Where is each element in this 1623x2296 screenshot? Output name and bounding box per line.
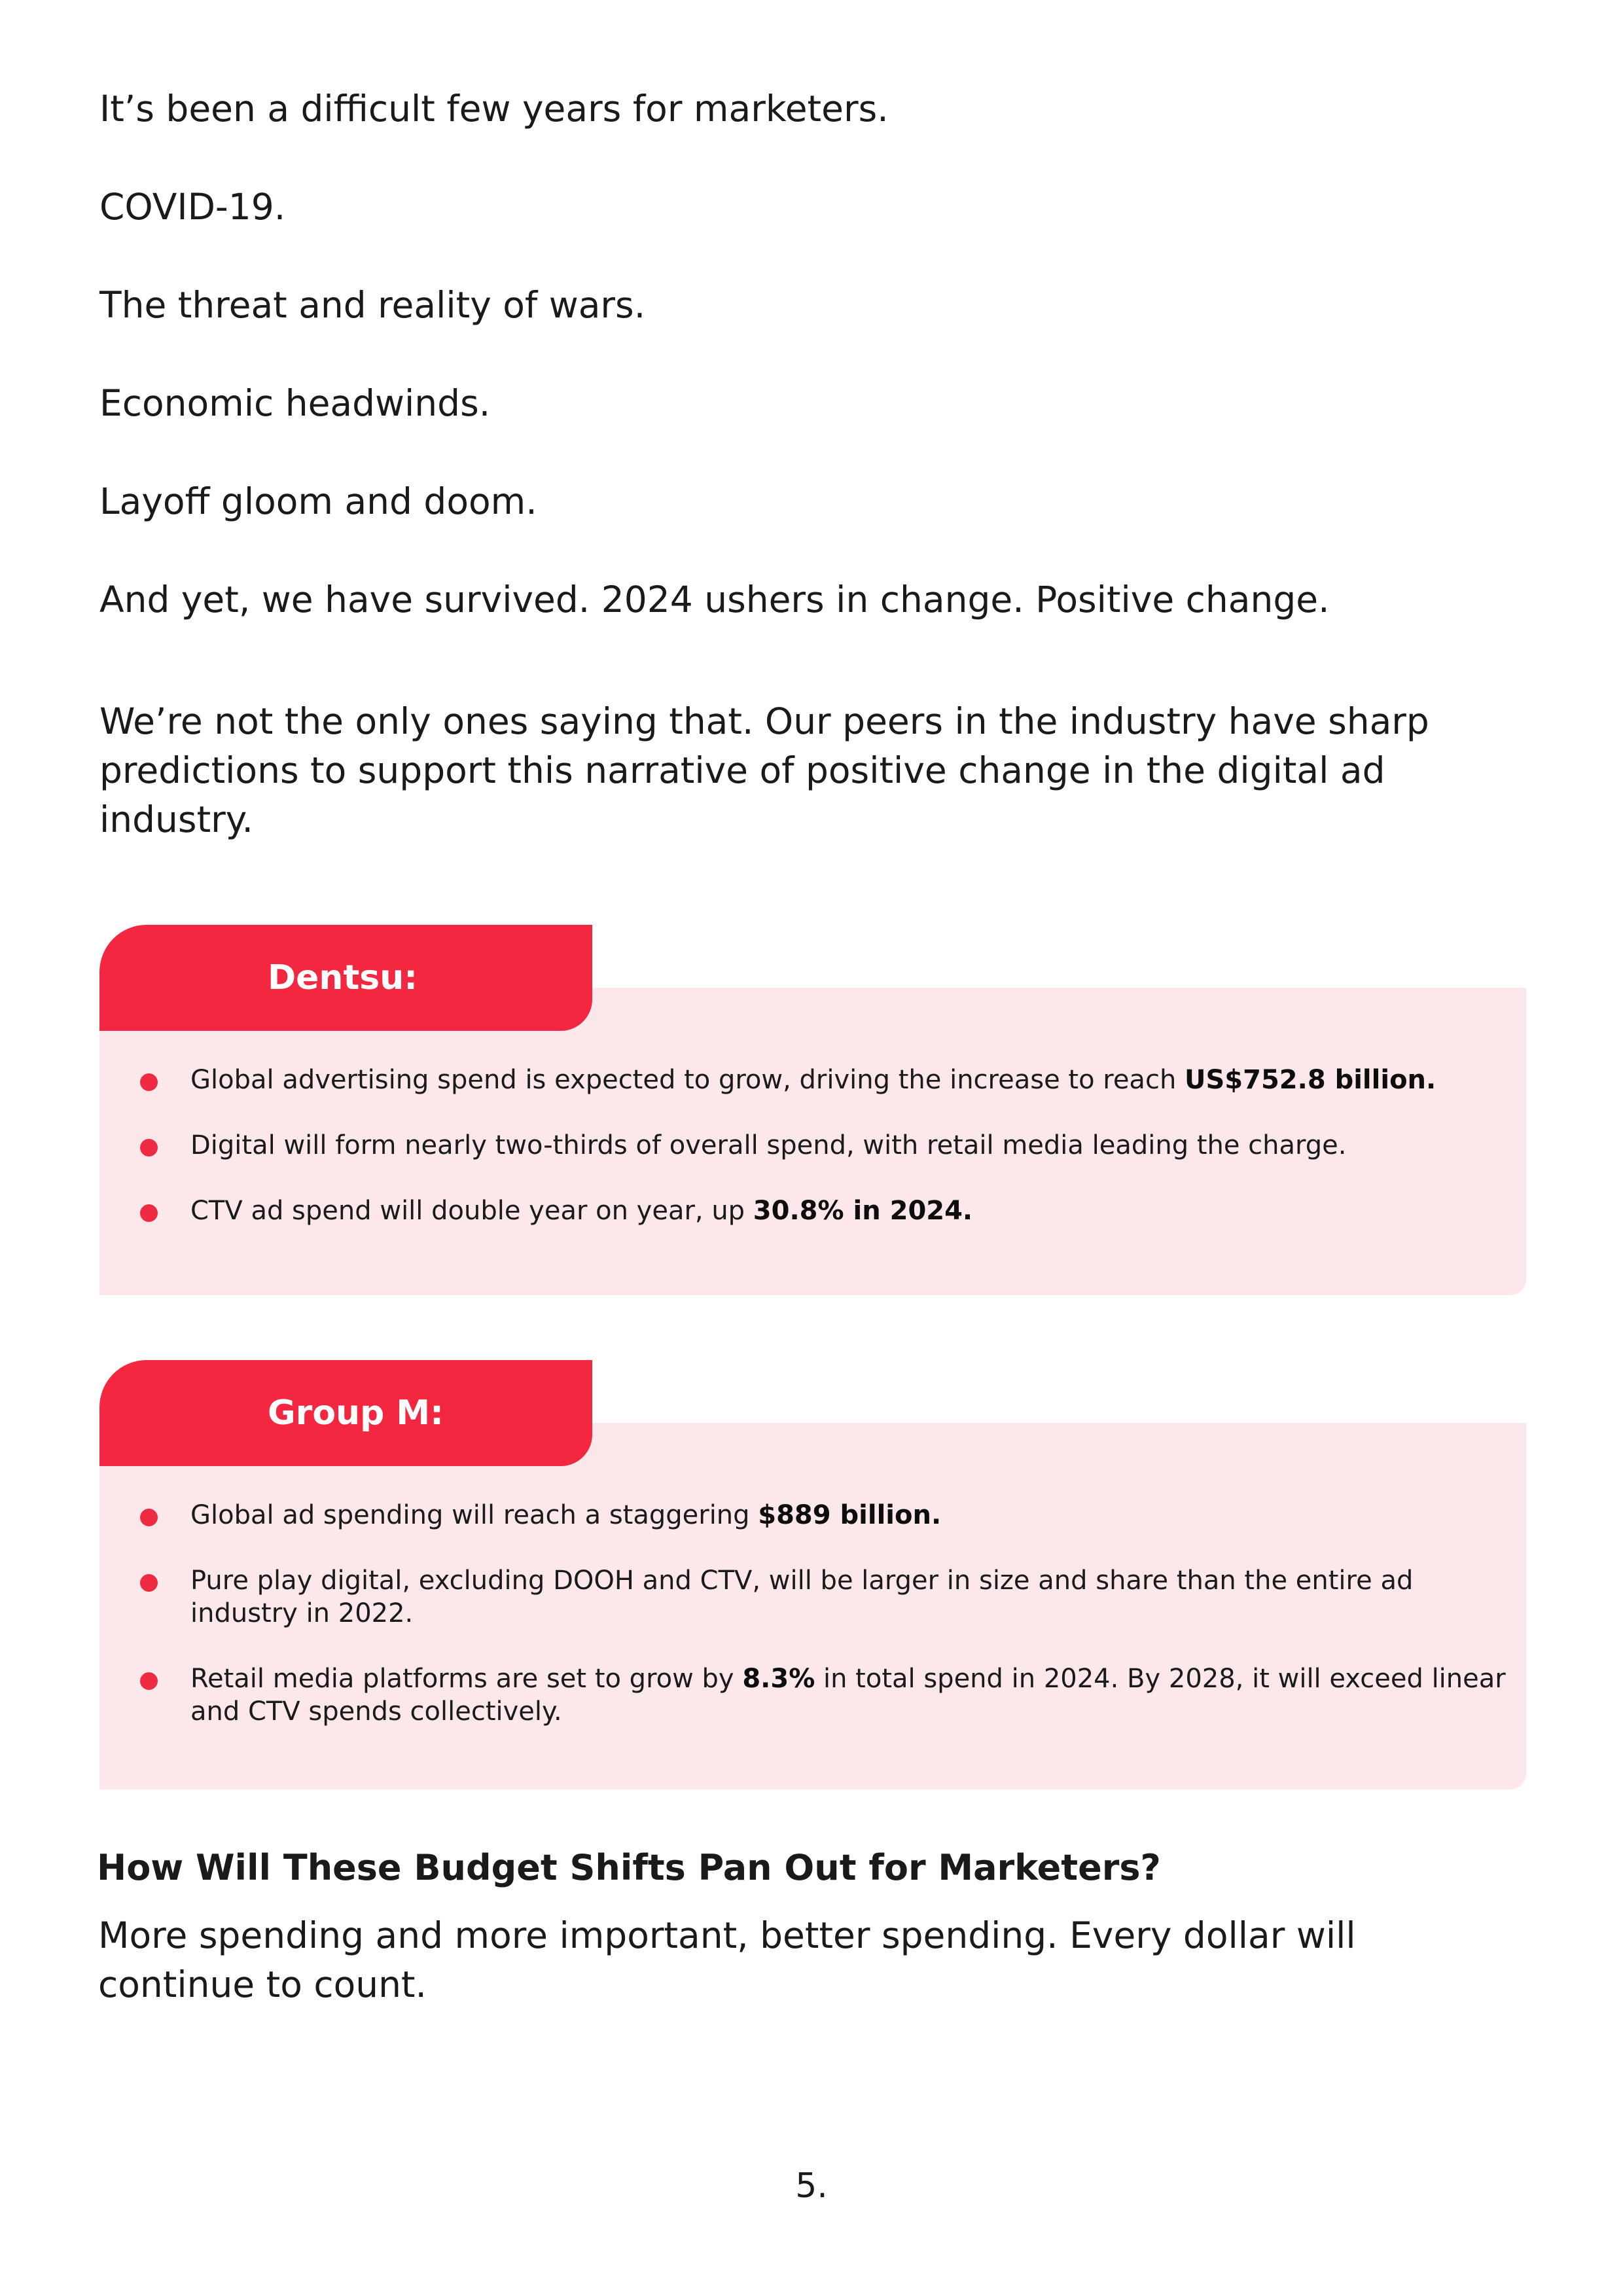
bullet-dot-icon — [140, 1509, 158, 1526]
bullet-dot-icon — [140, 1139, 158, 1157]
dentsu-card — [99, 925, 1526, 1295]
bullet-highlight: 8.3% — [742, 1664, 815, 1694]
bullet-dot-icon — [140, 1574, 158, 1592]
intro-paragraph: We’re not the only ones saying that. Our peers in the industry have sharp predictions to support this narrative of positive change in the digital ad industry. — [99, 700, 1429, 840]
bullet-text-after: in total spend in 2024. By 2028, it will exceed linear and CTV spends collectively. — [190, 1664, 1506, 1727]
section-body: More spending and more important, better spending. Every dollar will continue to count. — [98, 1914, 1356, 2005]
intro-line: It’s been a difficult few years for marketers. — [99, 88, 889, 130]
intro-lines — [99, 85, 1539, 674]
bullet-highlight: $889 billion. — [758, 1500, 942, 1530]
bullet-text: Retail media platforms are set to grow by — [190, 1664, 743, 1694]
bullet-highlight: 30.8% in 2024. — [753, 1196, 973, 1226]
dentsu-tab — [99, 925, 592, 1031]
bullet-text: Pure play digital, excluding DOOH and CTV, will be larger in size and share than the entire ad industry in 2022. — [190, 1566, 1414, 1628]
bullet-text: Digital will form nearly two-thirds of overall spend, with retail media leading the charge. — [190, 1130, 1347, 1160]
intro-line: And yet, we have survived. 2024 ushers in change. Positive change. — [99, 579, 1330, 620]
intro-line: The threat and reality of wars. — [99, 284, 646, 326]
bullet-dot-icon — [140, 1073, 158, 1091]
intro-line: COVID-19. — [99, 186, 286, 228]
intro-line: Economic headwinds. — [99, 382, 491, 424]
bullet-item — [99, 1564, 1526, 1630]
bullet-highlight: US$752.8 billion. — [1185, 1065, 1436, 1095]
bullet-item — [99, 1194, 1526, 1227]
groupm-tab — [99, 1360, 592, 1466]
bullet-text: Global ad spending will reach a staggering — [190, 1500, 758, 1530]
groupm-bullet-list — [99, 1499, 1526, 1728]
bullet-item — [99, 1129, 1526, 1162]
groupm-title: Group M: — [268, 1393, 444, 1433]
bullet-text: CTV ad spend will double year on year, up — [190, 1196, 753, 1226]
intro-line: Layoff gloom and doom. — [99, 480, 537, 522]
bullet-dot-icon — [140, 1204, 158, 1222]
bullet-dot-icon — [140, 1672, 158, 1690]
dentsu-title: Dentsu: — [268, 958, 418, 997]
section-heading: How Will These Budget Shifts Pan Out for Marketers? — [97, 1847, 1161, 1888]
page-number: 5. — [795, 2166, 828, 2206]
dentsu-bullet-list — [99, 1064, 1526, 1227]
bullet-item — [99, 1662, 1526, 1728]
groupm-card — [99, 1360, 1526, 1789]
bullet-item — [99, 1064, 1526, 1096]
bullet-text: Global advertising spend is expected to grow, driving the increase to reach — [190, 1065, 1185, 1095]
bullet-item — [99, 1499, 1526, 1532]
